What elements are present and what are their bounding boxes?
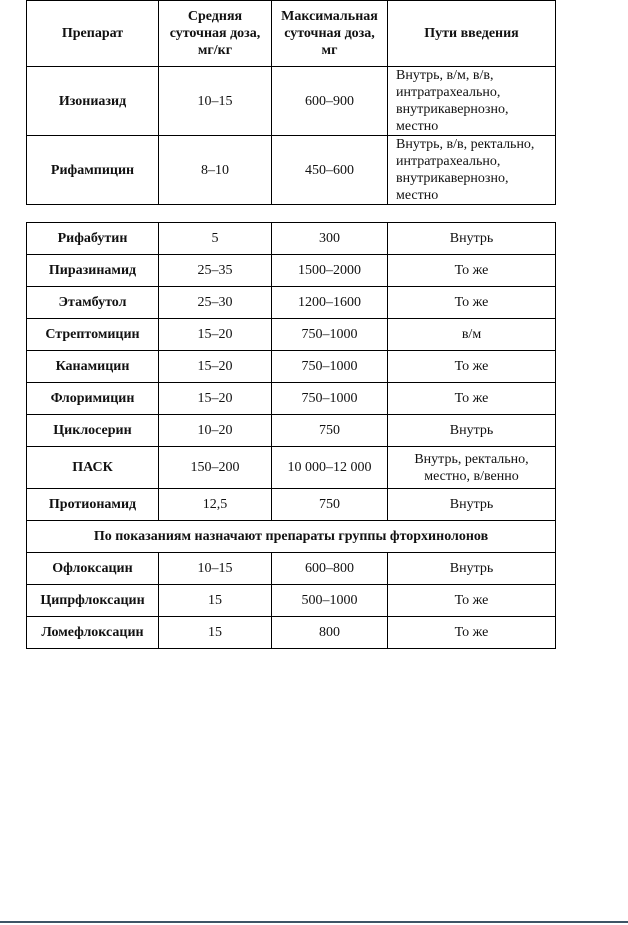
drug-name: Флоримицин (27, 383, 159, 415)
drug-name: Протионамид (27, 489, 159, 521)
avg-dose: 15 (159, 617, 272, 649)
avg-dose: 15–20 (159, 319, 272, 351)
avg-dose: 15 (159, 585, 272, 617)
avg-dose: 10–15 (159, 67, 272, 136)
route: То же (388, 383, 556, 415)
max-dose: 800 (272, 617, 388, 649)
drug-name: Ломефлоксацин (27, 617, 159, 649)
route: То же (388, 287, 556, 319)
drug-name: Пиразинамид (27, 255, 159, 287)
drug-name: Канамицин (27, 351, 159, 383)
max-dose: 750 (272, 489, 388, 521)
drug-name: Этамбутол (27, 287, 159, 319)
avg-dose: 12,5 (159, 489, 272, 521)
route: То же (388, 255, 556, 287)
route: То же (388, 585, 556, 617)
table-row (27, 287, 556, 319)
route: Внутрь, в/в, ректально, интратрахеально, внутрикавернозно, местно (388, 136, 556, 205)
footer-divider (0, 921, 628, 923)
avg-dose: 10–15 (159, 553, 272, 585)
drug-name: Изониазид (27, 67, 159, 136)
table-row (27, 67, 556, 136)
section-title: По показаниям назначают препараты группы фторхинолонов (27, 521, 556, 553)
dosage-table-top (26, 0, 556, 205)
route: То же (388, 617, 556, 649)
max-dose: 300 (272, 223, 388, 255)
max-dose: 500–1000 (272, 585, 388, 617)
max-dose: 750–1000 (272, 351, 388, 383)
section-row (27, 521, 556, 553)
drug-name: Рифампицин (27, 136, 159, 205)
avg-dose: 8–10 (159, 136, 272, 205)
drug-name: Циклосерин (27, 415, 159, 447)
avg-dose: 150–200 (159, 447, 272, 489)
table-row (27, 255, 556, 287)
avg-dose: 25–30 (159, 287, 272, 319)
route: Внутрь (388, 223, 556, 255)
table-row (27, 617, 556, 649)
table-row (27, 489, 556, 521)
max-dose: 600–900 (272, 67, 388, 136)
table-row (27, 585, 556, 617)
table-row (27, 319, 556, 351)
max-dose: 750 (272, 415, 388, 447)
max-dose: 1500–2000 (272, 255, 388, 287)
table-row (27, 223, 556, 255)
max-dose: 1200–1600 (272, 287, 388, 319)
header-drug: Препарат (27, 1, 159, 67)
drug-name: Стрептомицин (27, 319, 159, 351)
drug-name: Офлоксацин (27, 553, 159, 585)
route: Внутрь (388, 553, 556, 585)
route: То же (388, 351, 556, 383)
max-dose: 750–1000 (272, 319, 388, 351)
route: Внутрь (388, 415, 556, 447)
table-row (27, 383, 556, 415)
drug-name: Рифабутин (27, 223, 159, 255)
header-max-dose: Максимальная суточная доза, мг (272, 1, 388, 67)
avg-dose: 25–35 (159, 255, 272, 287)
dosage-table-bottom (26, 222, 556, 649)
table-header-row (27, 1, 556, 67)
avg-dose: 15–20 (159, 351, 272, 383)
route: в/м (388, 319, 556, 351)
header-routes: Пути введения (388, 1, 556, 67)
max-dose: 450–600 (272, 136, 388, 205)
table-row (27, 415, 556, 447)
avg-dose: 5 (159, 223, 272, 255)
route: Внутрь (388, 489, 556, 521)
header-avg-dose: Средняя суточная доза, мг/кг (159, 1, 272, 67)
avg-dose: 15–20 (159, 383, 272, 415)
table-row (27, 553, 556, 585)
route: Внутрь, ректально, местно, в/венно (388, 447, 556, 489)
max-dose: 600–800 (272, 553, 388, 585)
max-dose: 750–1000 (272, 383, 388, 415)
max-dose: 10 000–12 000 (272, 447, 388, 489)
table-row (27, 447, 556, 489)
route: Внутрь, в/м, в/в, интратрахеально, внутрикавернозно, местно (388, 67, 556, 136)
drug-name: ПАСК (27, 447, 159, 489)
table-row (27, 351, 556, 383)
table-row (27, 136, 556, 205)
drug-name: Ципрфлоксацин (27, 585, 159, 617)
avg-dose: 10–20 (159, 415, 272, 447)
